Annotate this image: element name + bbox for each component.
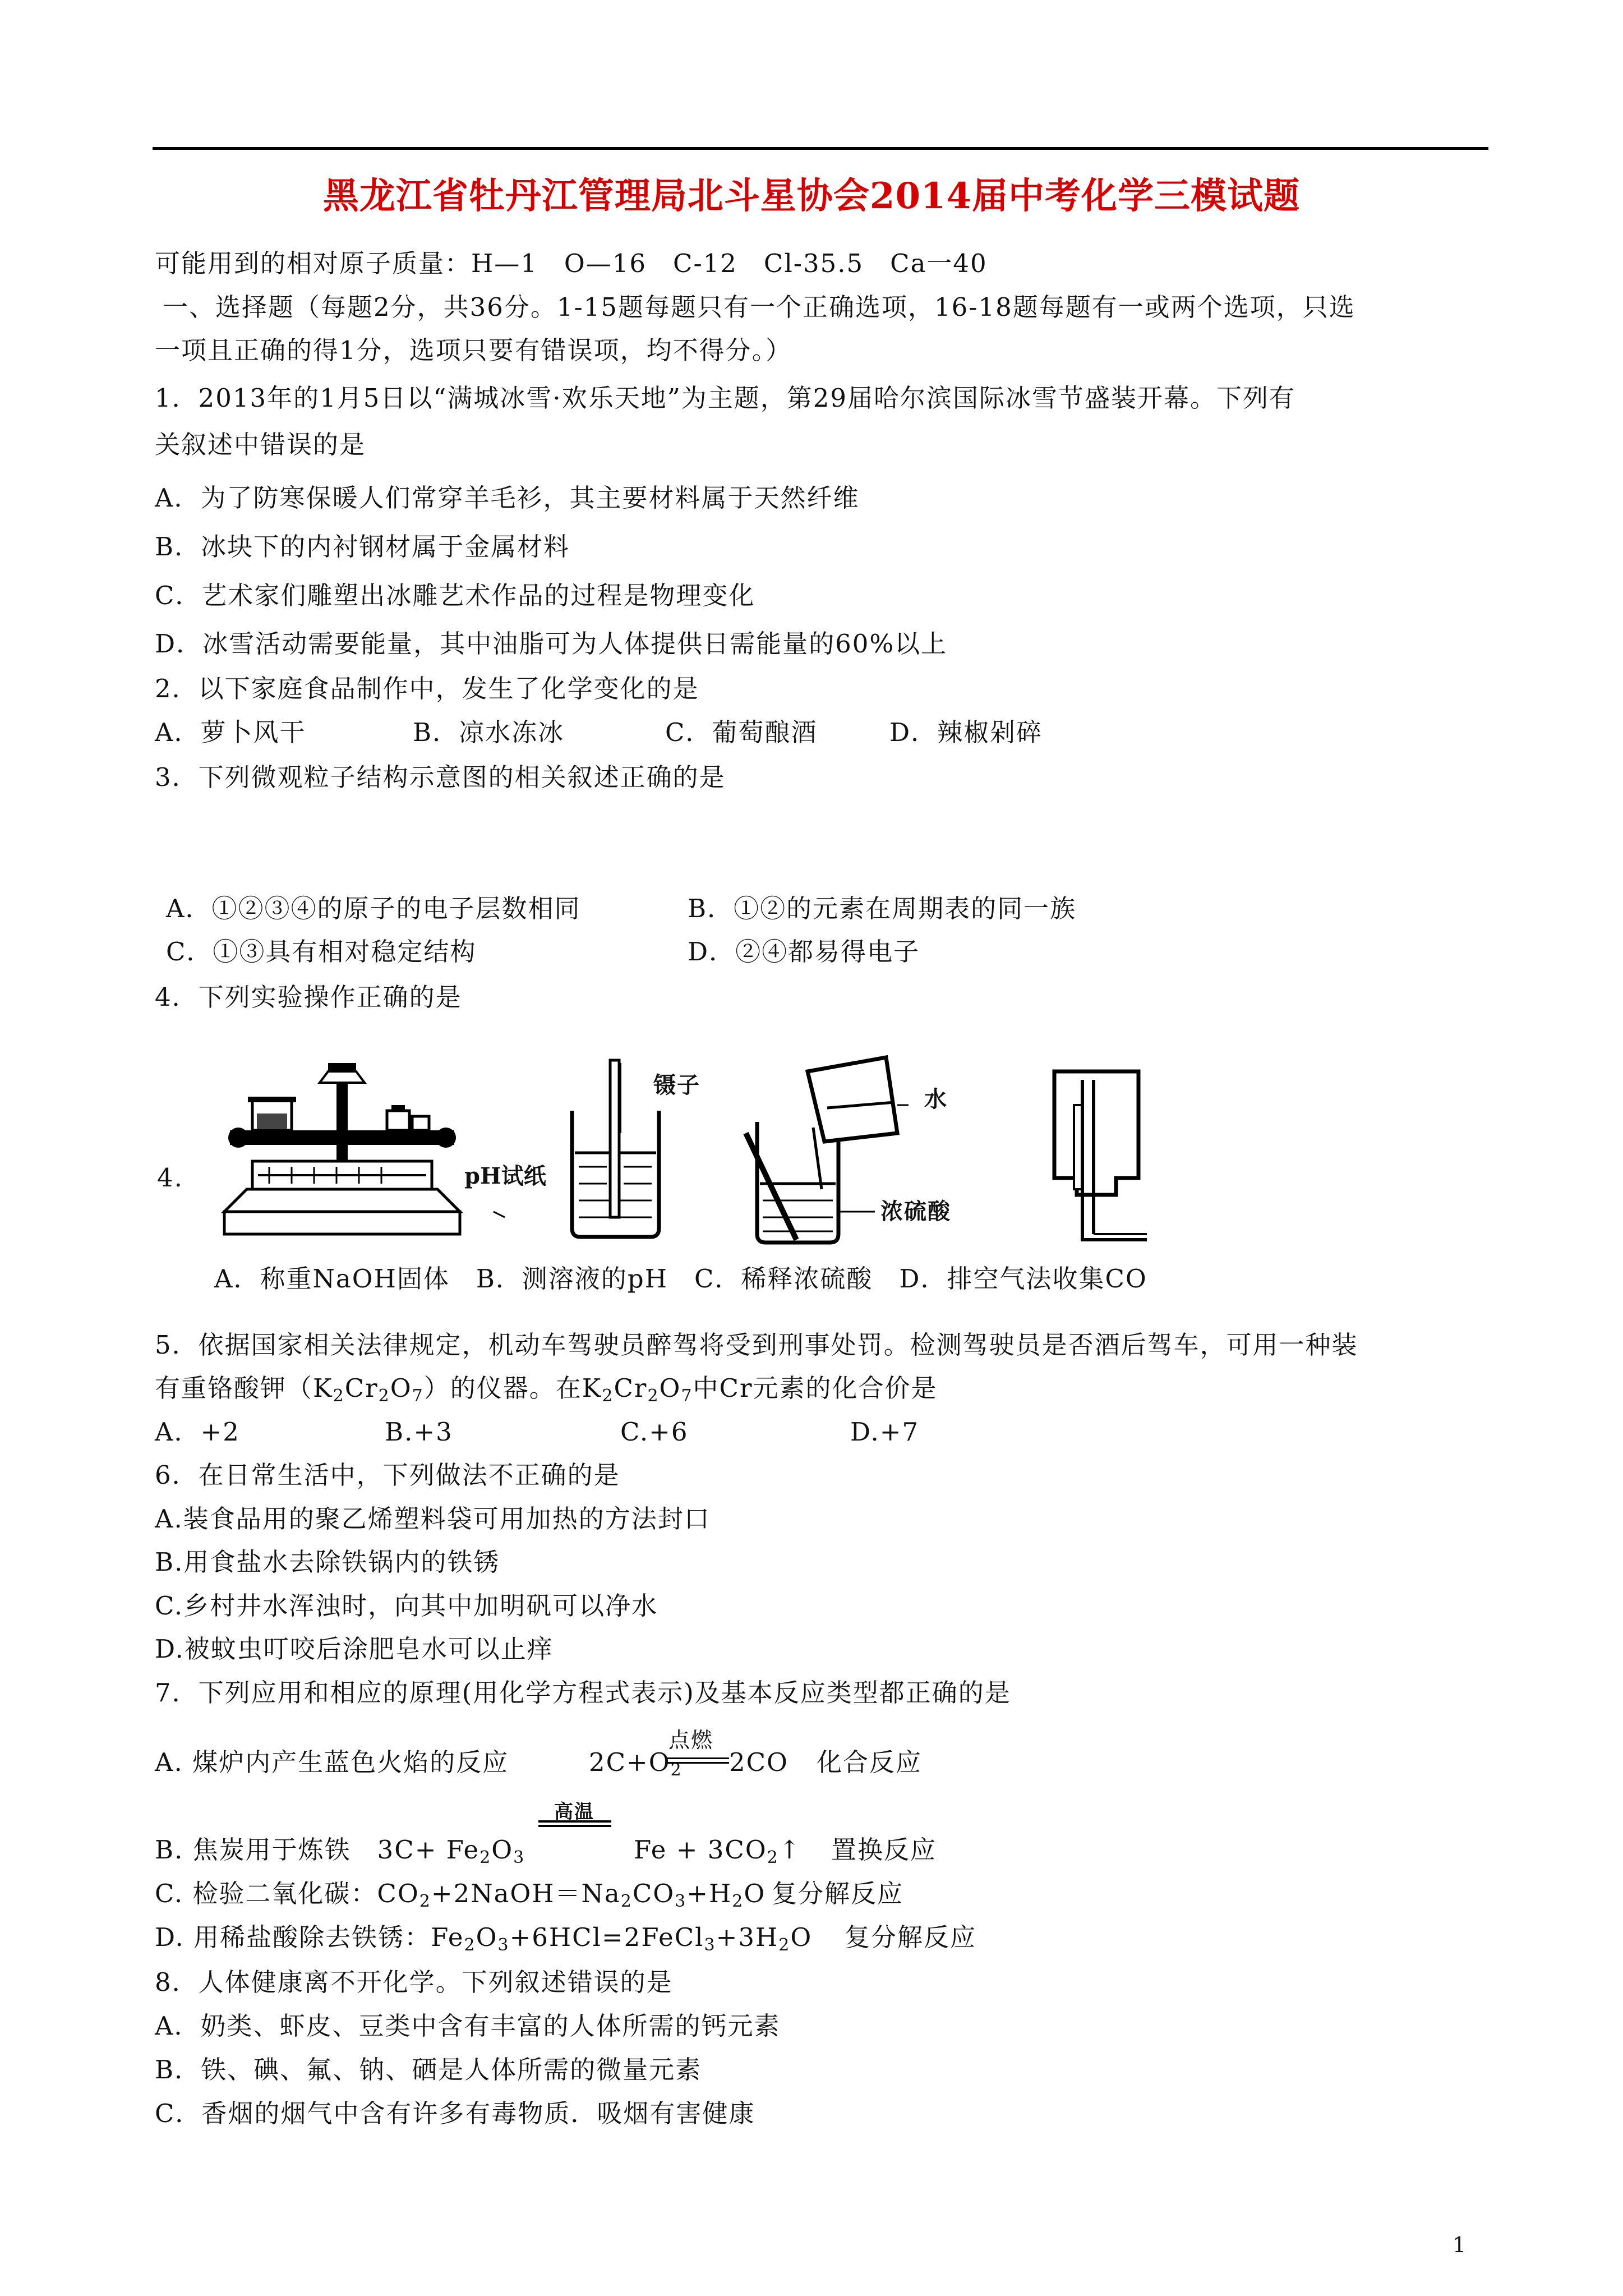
q5-stem-line1: 5．依据国家相关法律规定，机动车驾驶员醉驾将受到刑事处罚。检测驾驶员是否酒后驾车，可用一种装 <box>155 1330 1358 1360</box>
label-tweezers: 镊子 <box>653 1072 700 1098</box>
q7-option-a-equation-right: 2CO <box>729 1747 789 1777</box>
q4-figure-number: 4. <box>157 1163 183 1193</box>
q3-stem: 3．下列微观粒子结构示意图的相关叙述正确的是 <box>155 762 726 792</box>
label-sulfuric-acid: 浓硫酸 <box>880 1198 951 1225</box>
q8-option-b: B．铁、碘、氟、钠、硒是人体所需的微量元素 <box>155 2055 702 2085</box>
q4-stem: 4．下列实验操作正确的是 <box>155 982 462 1012</box>
q1-option-c: C．艺术家们雕塑出冰雕艺术作品的过程是物理变化 <box>155 581 755 610</box>
q7-option-d-type: 复分解反应 <box>845 1922 977 1952</box>
q7-option-a-equals-bar <box>667 1757 729 1759</box>
atomic-mass-line: 可能用到的相对原子质量：H—1 O—16 C-12 Cl-35.5 Ca一40 <box>155 249 988 278</box>
q5-stem-line2: 有重铬酸钾$(K_2Cr_2O_7)$的仪器。在$K_2Cr_2O_7$中Cr元素的化合价是 <box>155 1373 938 1406</box>
q6-option-d: D.被蚊虫叮咬后涂肥皂水可以止痒 <box>155 1634 554 1664</box>
q5-option-b: B.+3 <box>385 1417 453 1447</box>
q7-option-d-equation: D. 用稀盐酸除去铁锈：$Fe_2O_3+6HCl=2FeCl_3+3H_2O$ <box>155 1922 813 1955</box>
q6-stem: 6．在日常生活中，下列做法不正确的是 <box>155 1460 620 1490</box>
q7-option-c-type: 复分解反应 <box>772 1879 904 1908</box>
q7-option-b-text: B. 焦炭用于炼铁 $3C+ Fe_2O_3$ <box>155 1835 525 1867</box>
q8-stem: 8．人体健康离不开化学。下列叙述错误的是 <box>155 1967 673 1997</box>
section-instructions-line2: 一项且正确的得1分，选项只要有错误项，均不得分。） <box>155 335 792 365</box>
page-number: 1 <box>1453 2233 1467 2257</box>
q2-option-d: D．辣椒剁碎 <box>889 717 1043 747</box>
q6-option-b: B.用食盐水去除铁锅内的铁锈 <box>155 1547 500 1577</box>
q7-option-a-equals-bar-2 <box>667 1762 729 1764</box>
q7-option-c-equation: C. 检验二氧化碳：$CO_2+2NaOH=Na_2CO_3+H_2O$ <box>155 1879 766 1911</box>
q3-option-c: C．①③具有相对稳定结构 <box>166 937 477 967</box>
label-ph-paper: pH试纸 <box>464 1163 546 1189</box>
document-title: 黑龙江省牡丹江管理局北斗星协会2014届中考化学三模试题 <box>322 175 1301 217</box>
q1-stem-line1: 1．2013年的1月5日以“满城冰雪·欢乐天地”为主题，第29届哈尔滨国际冰雪节盛装开幕。下列有 <box>155 383 1295 413</box>
q2-stem: 2．以下家庭食品制作中，发生了化学变化的是 <box>155 674 699 703</box>
q7-option-b-equals-bar-2 <box>538 1825 611 1827</box>
q1-stem-line2: 关叙述中错误的是 <box>155 430 366 459</box>
balance-scale-figure <box>213 1060 471 1240</box>
q7-option-a-equation-left: $2C+O_2$ <box>589 1747 683 1780</box>
q7-option-b-condition: 高温 <box>554 1801 594 1823</box>
q2-option-c: C．葡萄酿酒 <box>665 717 818 747</box>
q6-option-a: A.装食品用的聚乙烯塑料袋可用加热的方法封口 <box>155 1504 711 1534</box>
q8-option-a: A．奶类、虾皮、豆类中含有丰富的人体所需的钙元素 <box>155 2011 781 2041</box>
gas-collection-figure <box>1043 1066 1155 1245</box>
q5-option-a: A．+2 <box>155 1417 240 1447</box>
q1-option-b: B．冰块下的内衬钢材属于金属材料 <box>155 532 570 562</box>
q7-option-a-condition: 点燃 <box>668 1728 714 1752</box>
q3-option-a: A．①②③④的原子的电子层数相同 <box>166 894 581 923</box>
q7-option-a-text: A. 煤炉内产生蓝色火焰的反应 <box>155 1747 509 1777</box>
label-water: 水 <box>924 1086 948 1112</box>
q7-option-b-equals-bar <box>538 1820 611 1823</box>
q2-option-b: B．凉水冻冰 <box>413 717 565 747</box>
q1-option-a: A．为了防寒保暖人们常穿羊毛衫，其主要材料属于天然纤维 <box>155 483 860 513</box>
q7-stem: 7．下列应用和相应的原理(用化学方程式表示)及基本反应类型都正确的是 <box>155 1678 1011 1708</box>
q5-option-c: C.+6 <box>620 1417 689 1447</box>
ph-test-figure <box>460 1049 673 1245</box>
header-rule <box>153 147 1488 150</box>
q6-option-c: C.乡村井水浑浊时，向其中加明矾可以净水 <box>155 1591 658 1621</box>
q4-options: A．称重NaOH固体 B．测溶液的pH C．稀释浓硫酸 D．排空气法收集CO <box>214 1264 1147 1294</box>
q8-option-c: C．香烟的烟气中含有许多有毒物质．吸烟有害健康 <box>155 2099 755 2128</box>
q1-option-d: D．冰雪活动需要能量，其中油脂可为人体提供日需能量的60%以上 <box>155 629 948 659</box>
q3-option-d: D．②④都易得电子 <box>688 937 920 967</box>
q7-option-b-type: 置换反应 <box>831 1835 937 1865</box>
section-instructions-line1: 一、选择题（每题2分，共36分。1-15题每题只有一个正确选项，16-18题每题有一或两个选项，只选 <box>163 292 1355 322</box>
q2-option-a: A．萝卜风干 <box>155 717 306 747</box>
q3-option-b: B．①②的元素在周期表的同一族 <box>688 894 1077 923</box>
q7-option-b-right: $Fe + 3CO_2↑$ <box>634 1835 801 1867</box>
q7-option-a-type: 化合反应 <box>817 1747 923 1777</box>
q5-option-d: D.+7 <box>850 1417 920 1447</box>
